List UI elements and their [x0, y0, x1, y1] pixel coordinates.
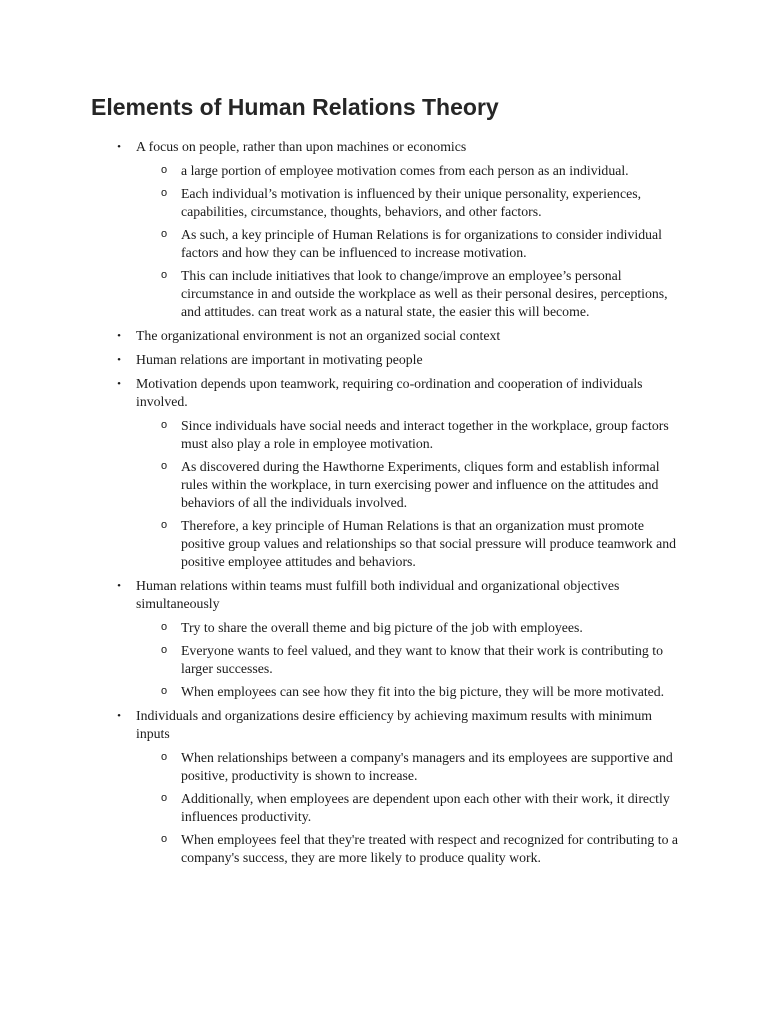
sub-list-item-text: This can include initiatives that look to change/improve an employee’s personal circumstance in and outside the workplace as well as their personal desires, perceptions, and attitudes. can treat work as a natural state, the easier this will become.	[181, 268, 668, 319]
sub-list-item-text: Therefore, a key principle of Human Relations is that an organization must promote positive group values and relationships so that social pressure will produce teamwork and positive employee attitudes and behaviors.	[181, 518, 677, 569]
sub-bullet-icon: o	[160, 419, 168, 431]
sub-list-item	[160, 517, 684, 571]
list-item-text: Human relations within teams must fulfill both individual and organizational objectives simultaneously	[136, 578, 620, 611]
sub-list-item	[160, 226, 684, 262]
sub-list-item	[160, 267, 684, 321]
page-title: Elements of Human Relations Theory	[91, 94, 499, 120]
sub-list	[160, 749, 684, 867]
sub-bullet-icon: o	[160, 460, 168, 472]
sub-list-item-text: As discovered during the Hawthorne Experiments, cliques form and establish informal rules within the workplace, in turn exercising power and influence on the attitudes and behaviors of all the individuals involved.	[181, 459, 660, 510]
sub-list-item	[160, 642, 684, 678]
sub-bullet-icon: o	[160, 751, 168, 763]
sub-bullet-icon: o	[160, 269, 168, 281]
list-item	[117, 138, 684, 321]
list-item	[117, 375, 684, 571]
sub-bullet-icon: o	[160, 644, 168, 656]
list-item	[117, 707, 684, 867]
sub-list	[160, 619, 684, 701]
sub-bullet-icon: o	[160, 228, 168, 240]
sub-bullet-icon: o	[160, 685, 168, 697]
list-item	[117, 577, 684, 701]
sub-list-item-text: When employees feel that they're treated with respect and recognized for contributing to a company's success, they are more likely to produce quality work.	[181, 832, 679, 865]
list-item	[117, 351, 684, 369]
bullet-icon: •	[117, 580, 121, 592]
sub-list-item-text: Since individuals have social needs and interact together in the workplace, group factors must also play a role in employee motivation.	[181, 418, 669, 451]
list-item-text: A focus on people, rather than upon machines or economics	[136, 139, 467, 154]
sub-list	[160, 162, 684, 321]
sub-list-item	[160, 683, 684, 701]
bullet-icon: •	[117, 141, 121, 153]
sub-bullet-icon: o	[160, 187, 168, 199]
sub-list-item	[160, 185, 684, 221]
sub-bullet-icon: o	[160, 792, 168, 804]
sub-list-item-text: Each individual’s motivation is influenced by their unique personality, experiences, capabilities, circumstance, thoughts, behaviors, and other factors.	[181, 186, 642, 219]
sub-list-item	[160, 790, 684, 826]
sub-list-item-text: Additionally, when employees are dependent upon each other with their work, it directly influences productivity.	[181, 791, 670, 824]
sub-list-item-text: As such, a key principle of Human Relations is for organizations to consider individual factors and how they can be influenced to increase motivation.	[181, 227, 663, 260]
sub-list-item-text: Everyone wants to feel valued, and they want to know that their work is contributing to larger successes.	[181, 643, 664, 676]
sub-list-item	[160, 749, 684, 785]
list-item	[117, 327, 684, 345]
list-item-text: Individuals and organizations desire efficiency by achieving maximum results with minimum inputs	[136, 708, 652, 741]
sub-bullet-icon: o	[160, 519, 168, 531]
sub-list-item	[160, 831, 684, 867]
sub-list	[160, 417, 684, 571]
sub-list-item-text: When employees can see how they fit into the big picture, they will be more motivated.	[181, 684, 665, 699]
sub-list-item	[160, 162, 684, 180]
bullet-icon: •	[117, 378, 121, 390]
list-item-text: Motivation depends upon teamwork, requiring co-ordination and cooperation of individuals involved.	[136, 376, 643, 409]
bullet-outline	[117, 138, 684, 873]
bullet-icon: •	[117, 710, 121, 722]
sub-list-item	[160, 458, 684, 512]
bullet-icon: •	[117, 330, 121, 342]
sub-list-item-text: a large portion of employee motivation comes from each person as an individual.	[181, 163, 629, 178]
sub-bullet-icon: o	[160, 164, 168, 176]
sub-bullet-icon: o	[160, 833, 168, 845]
sub-list-item-text: Try to share the overall theme and big picture of the job with employees.	[181, 620, 583, 635]
list-item-text: The organizational environment is not an organized social context	[136, 328, 501, 343]
sub-list-item-text: When relationships between a company's managers and its employees are supportive and positive, productivity is shown to increase.	[181, 750, 673, 783]
bullet-icon: •	[117, 354, 121, 366]
sub-bullet-icon: o	[160, 621, 168, 633]
sub-list-item	[160, 417, 684, 453]
list-item-text: Human relations are important in motivating people	[136, 352, 423, 367]
sub-list-item	[160, 619, 684, 637]
